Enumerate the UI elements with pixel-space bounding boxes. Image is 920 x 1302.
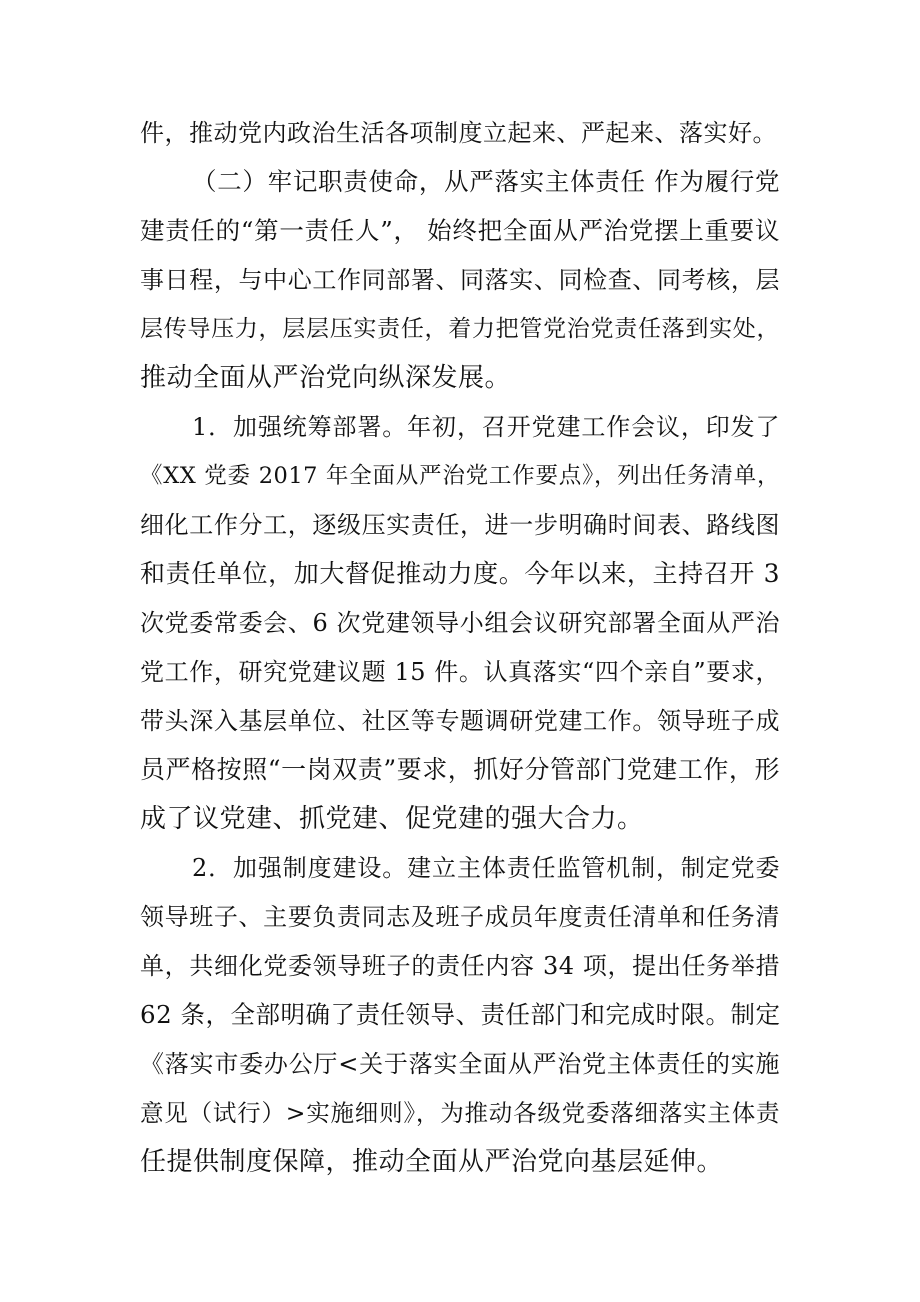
text-line: 推动全面从严治党向纵深发展。 <box>140 363 512 393</box>
text-line: 建责任的“第一责任人”， 始终把全面从严治党摆上重要议 <box>140 216 780 245</box>
text-line: （二）牢记职责使命，从严落实主体责任 作为履行党 <box>192 167 780 196</box>
text-line: 件，推动党内政治生活各项制度立起来、严起来、落实好。 <box>140 119 777 147</box>
text-line: 1．加强统筹部署。年初，召开党建工作会议，印发了 <box>192 413 780 441</box>
text-line: 领导班子、主要负责同志及班子成员年度责任清单和任务清 <box>140 903 780 931</box>
text-line: 任提供制度保障，推动全面从严治党向基层延伸。 <box>140 1147 724 1177</box>
text-line: 党工作，研究党建议题 15 件。认真落实“四个亲自”要求， <box>140 658 780 686</box>
text-line: 和责任单位，加大督促推动力度。今年以来，主持召开 3 <box>140 559 780 588</box>
text-line: 意见（试行）>实施细则》，为推动各级党委落细落实主体责 <box>140 1099 780 1127</box>
text-line: 2．加强制度建设。建立主体责任监管机制，制定党委 <box>192 854 780 882</box>
text-line: 次党委常委会、6 次党建领导小组会议研究部署全面从严治 <box>140 609 780 637</box>
text-line: 成了议党建、抓党建、促党建的强大合力。 <box>140 804 644 834</box>
text-line: 《落实市委办公厅<关于落实全面从严治党主体责任的实施 <box>140 1050 780 1078</box>
text-line: 带头深入基层单位、社区等专题调研党建工作。领导班子成 <box>140 707 780 735</box>
text-line: 事日程，与中心工作同部署、同落实、同检查、同考核，层 <box>140 266 780 294</box>
text-line: 员严格按照“一岗双责”要求，抓好分管部门党建工作，形 <box>140 755 780 784</box>
text-line: 《XX 党委 2017 年全面从严治党工作要点》，列出任务清单， <box>140 463 780 489</box>
text-line: 层传导压力，层层压实责任，着力把管党治党责任落到实处， <box>140 316 780 342</box>
text-line: 62 条，全部明确了责任领导、责任部门和完成时限。制定 <box>140 1000 781 1029</box>
text-line: 细化工作分工，逐级压实责任，进一步明确时间表、路线图 <box>140 511 780 539</box>
text-line: 单，共细化党委领导班子的责任内容 34 项，提出任务举措 <box>140 952 780 980</box>
